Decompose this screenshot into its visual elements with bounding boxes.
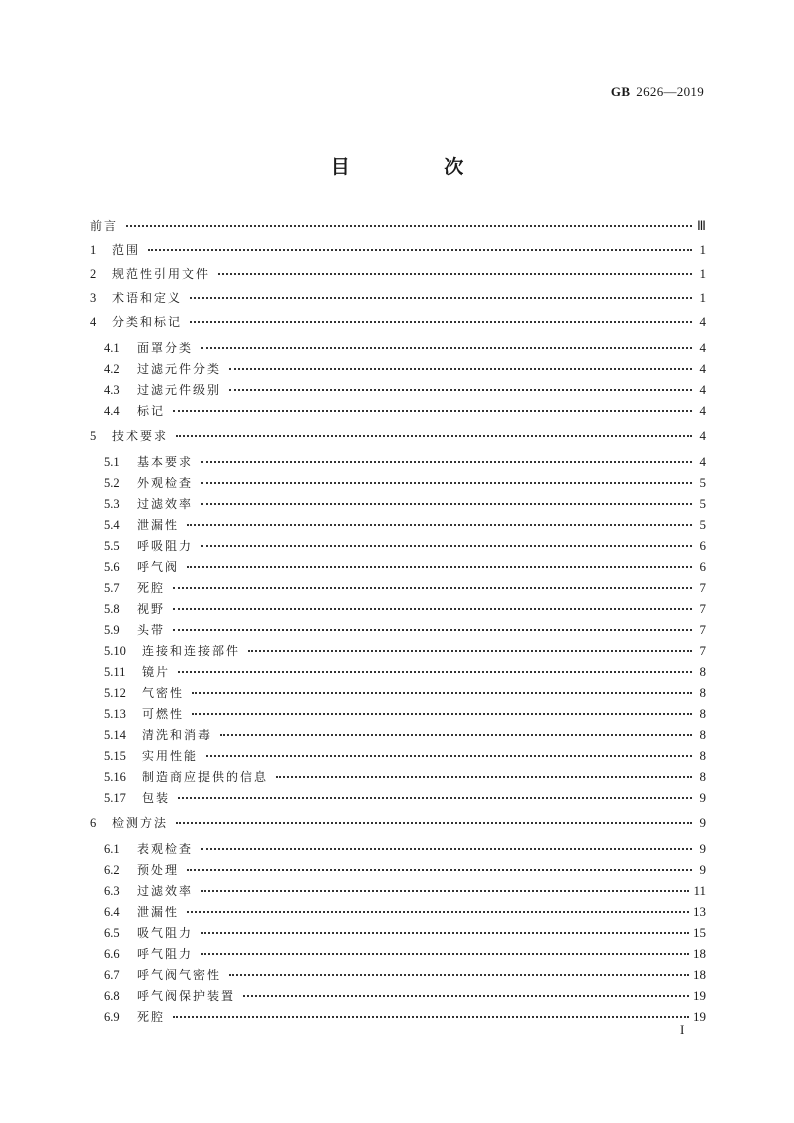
toc-number: 1 [90,243,97,257]
dot-leader [173,596,692,610]
toc-number: 5.4 [104,518,120,532]
toc-page: 9 [699,862,706,877]
toc-number: 5.17 [104,791,126,805]
toc-page: 11 [693,883,706,898]
toc-label: 范围 [112,243,141,257]
toc-page: 7 [699,622,706,637]
toc-subentry[interactable] [90,880,706,901]
dot-leader [148,237,692,251]
dot-leader [201,491,692,505]
toc-number: 5.3 [104,497,120,511]
dot-leader [201,941,689,955]
toc-label: 过滤元件分类 [137,362,222,376]
toc-page: 8 [699,748,706,763]
toc-number: 4.2 [104,362,120,376]
dot-leader [229,962,689,976]
toc-page: 6 [699,559,706,574]
dot-leader [201,878,689,892]
dot-leader [173,575,692,589]
toc-subentry[interactable] [90,922,706,943]
toc-page: 19 [693,988,706,1003]
toc-label: 技术要求 [112,429,169,443]
toc-number: 4.4 [104,404,120,418]
toc-page: 8 [699,769,706,784]
toc-label: 表观检查 [137,842,194,856]
toc-label: 呼气阀保护装置 [137,989,236,1003]
toc-number: 5.6 [104,560,120,574]
dot-leader [229,377,692,391]
toc-label: 包装 [142,791,171,805]
toc-subentry[interactable] [90,472,706,493]
standard-number: 2626—2019 [636,84,704,99]
toc-number: 5.8 [104,602,120,616]
toc-subentry[interactable] [90,619,706,640]
toc-page: 9 [699,790,706,805]
toc-label: 制造商应提供的信息 [142,770,269,784]
dot-leader [173,617,692,631]
toc-entry[interactable] [90,310,706,334]
toc-label: 外观检查 [137,476,194,490]
toc-page: Ⅲ [697,218,706,233]
toc-label: 死腔 [137,1010,166,1024]
dot-leader [206,743,692,757]
toc-label: 过滤元件级别 [137,383,222,397]
toc-number: 5.13 [104,707,126,721]
dot-leader [243,983,689,997]
toc-subentry[interactable] [90,400,706,421]
toc-subentry[interactable] [90,379,706,400]
toc-number: 6.5 [104,926,120,940]
dot-leader [201,449,692,463]
toc-subentry[interactable] [90,985,706,1006]
toc-label: 视野 [137,602,166,616]
toc-page: 5 [699,496,706,511]
toc-label: 呼气阻力 [137,947,194,961]
dot-leader [190,309,692,323]
dot-leader [187,857,692,871]
toc-label: 面罩分类 [137,341,194,355]
toc-label: 术语和定义 [112,291,183,305]
toc-subentry[interactable] [90,859,706,880]
toc-page: 15 [693,925,706,940]
toc-label: 呼气阀气密性 [137,968,222,982]
dot-leader [187,512,692,526]
toc-number: 2 [90,267,97,281]
dot-leader [201,470,692,484]
toc-page: 19 [693,1009,706,1024]
toc-page: 7 [699,580,706,595]
toc-page: 1 [699,266,706,281]
toc-label: 泄漏性 [137,905,180,919]
toc-page: 4 [699,340,706,355]
toc-number: 4 [90,315,97,329]
toc-subentry[interactable] [90,766,706,787]
toc-page: 5 [699,475,706,490]
page-title: 目 次 [330,156,508,178]
toc-label: 过滤效率 [137,884,194,898]
toc-label: 泄漏性 [137,518,180,532]
toc-page: 7 [699,643,706,658]
dot-leader [173,398,692,412]
toc-number: 5.15 [104,749,126,763]
toc-entry[interactable] [90,262,706,286]
toc-label: 呼吸阻力 [137,539,194,553]
toc-label: 基本要求 [137,455,194,469]
toc-subentry[interactable] [90,337,706,358]
toc-subentry[interactable] [90,358,706,379]
toc-number: 6.8 [104,989,120,1003]
toc-entry-foreword[interactable] [90,214,706,238]
toc-entry[interactable] [90,238,706,262]
toc-page: 18 [693,967,706,982]
toc-number: 6.2 [104,863,120,877]
toc-subentry[interactable] [90,451,706,472]
dot-leader [229,356,692,370]
dot-leader [218,261,692,275]
dot-leader [176,423,692,437]
toc-label: 前言 [90,219,119,233]
dot-leader [201,836,692,850]
dot-leader [178,785,692,799]
dot-leader [276,764,692,778]
toc-label: 头带 [137,623,166,637]
dot-leader [187,554,692,568]
toc-number: 5.2 [104,476,120,490]
toc-number: 5.12 [104,686,126,700]
toc-page: 1 [699,290,706,305]
toc-number: 6 [90,816,97,830]
dot-leader [190,285,692,299]
toc-label: 死腔 [137,581,166,595]
toc-page: 8 [699,685,706,700]
toc-label: 连接和连接部件 [142,644,241,658]
toc-number: 5.1 [104,455,120,469]
toc-number: 5.14 [104,728,126,742]
dot-leader [192,701,692,715]
toc-page: 9 [699,815,706,830]
toc-subentry[interactable] [90,703,706,724]
toc-page: 6 [699,538,706,553]
toc-number: 5.5 [104,539,120,553]
toc-number: 6.9 [104,1010,120,1024]
toc-number: 5.7 [104,581,120,595]
toc-subentry[interactable] [90,964,706,985]
toc-label: 镜片 [142,665,171,679]
toc-number: 5.9 [104,623,120,637]
toc-subentry[interactable] [90,640,706,661]
toc-subentry[interactable] [90,1006,706,1027]
toc-number: 5 [90,429,97,443]
toc-subentry[interactable] [90,724,706,745]
toc-label: 清洗和消毒 [142,728,213,742]
toc-entry[interactable] [90,811,706,835]
dot-leader [178,659,692,673]
toc-subentry[interactable] [90,514,706,535]
table-of-contents [90,214,706,1027]
dot-leader [201,920,689,934]
toc-number: 5.10 [104,644,126,658]
toc-subentry[interactable] [90,577,706,598]
toc-label: 预处理 [137,863,180,877]
toc-page: 4 [699,382,706,397]
toc-page: 9 [699,841,706,856]
standard-code [611,84,704,100]
toc-subentry[interactable] [90,493,706,514]
toc-number: 5.16 [104,770,126,784]
toc-number: 4.1 [104,341,120,355]
dot-leader [187,899,689,913]
toc-label: 气密性 [142,686,185,700]
toc-page: 1 [699,242,706,257]
toc-subentry[interactable] [90,838,706,859]
dot-leader [201,533,692,547]
toc-number: 4.3 [104,383,120,397]
toc-label: 吸气阻力 [137,926,194,940]
toc-subentry[interactable] [90,943,706,964]
toc-label: 过滤效率 [137,497,194,511]
toc-page: 8 [699,706,706,721]
toc-number: 6.3 [104,884,120,898]
toc-label: 可燃性 [142,707,185,721]
toc-subentry[interactable] [90,535,706,556]
toc-number: 6.6 [104,947,120,961]
dot-leader [126,213,692,227]
toc-subentry[interactable] [90,682,706,703]
toc-page: 4 [699,314,706,329]
toc-subentry[interactable] [90,556,706,577]
toc-page: 8 [699,664,706,679]
toc-page: 4 [699,361,706,376]
toc-subentry[interactable] [90,745,706,766]
toc-subentry[interactable] [90,901,706,922]
toc-entry[interactable] [90,424,706,448]
toc-label: 检测方法 [112,816,169,830]
toc-page: 4 [699,454,706,469]
toc-subentry[interactable] [90,598,706,619]
toc-subentry[interactable] [90,661,706,682]
toc-label: 规范性引用文件 [112,267,211,281]
dot-leader [192,680,692,694]
toc-label: 标记 [137,404,166,418]
toc-label: 实用性能 [142,749,199,763]
toc-page: 4 [699,403,706,418]
toc-page: 7 [699,601,706,616]
toc-number: 6.7 [104,968,120,982]
footer-page-number: I [680,1022,685,1037]
toc-label: 呼气阀 [137,560,180,574]
toc-entry[interactable] [90,286,706,310]
dot-leader [220,722,692,736]
dot-leader [201,335,692,349]
toc-number: 6.1 [104,842,120,856]
toc-page: 4 [699,428,706,443]
toc-number: 3 [90,291,97,305]
toc-number: 5.11 [104,665,126,679]
dot-leader [173,1004,689,1018]
toc-number: 6.4 [104,905,120,919]
toc-subentry[interactable] [90,787,706,808]
dot-leader [176,810,692,824]
toc-label: 分类和标记 [112,315,183,329]
toc-page: 8 [699,727,706,742]
standard-prefix: GB [610,84,631,99]
dot-leader [248,638,692,652]
toc-page: 18 [693,946,706,961]
toc-page: 13 [693,904,706,919]
toc-page: 5 [699,517,706,532]
